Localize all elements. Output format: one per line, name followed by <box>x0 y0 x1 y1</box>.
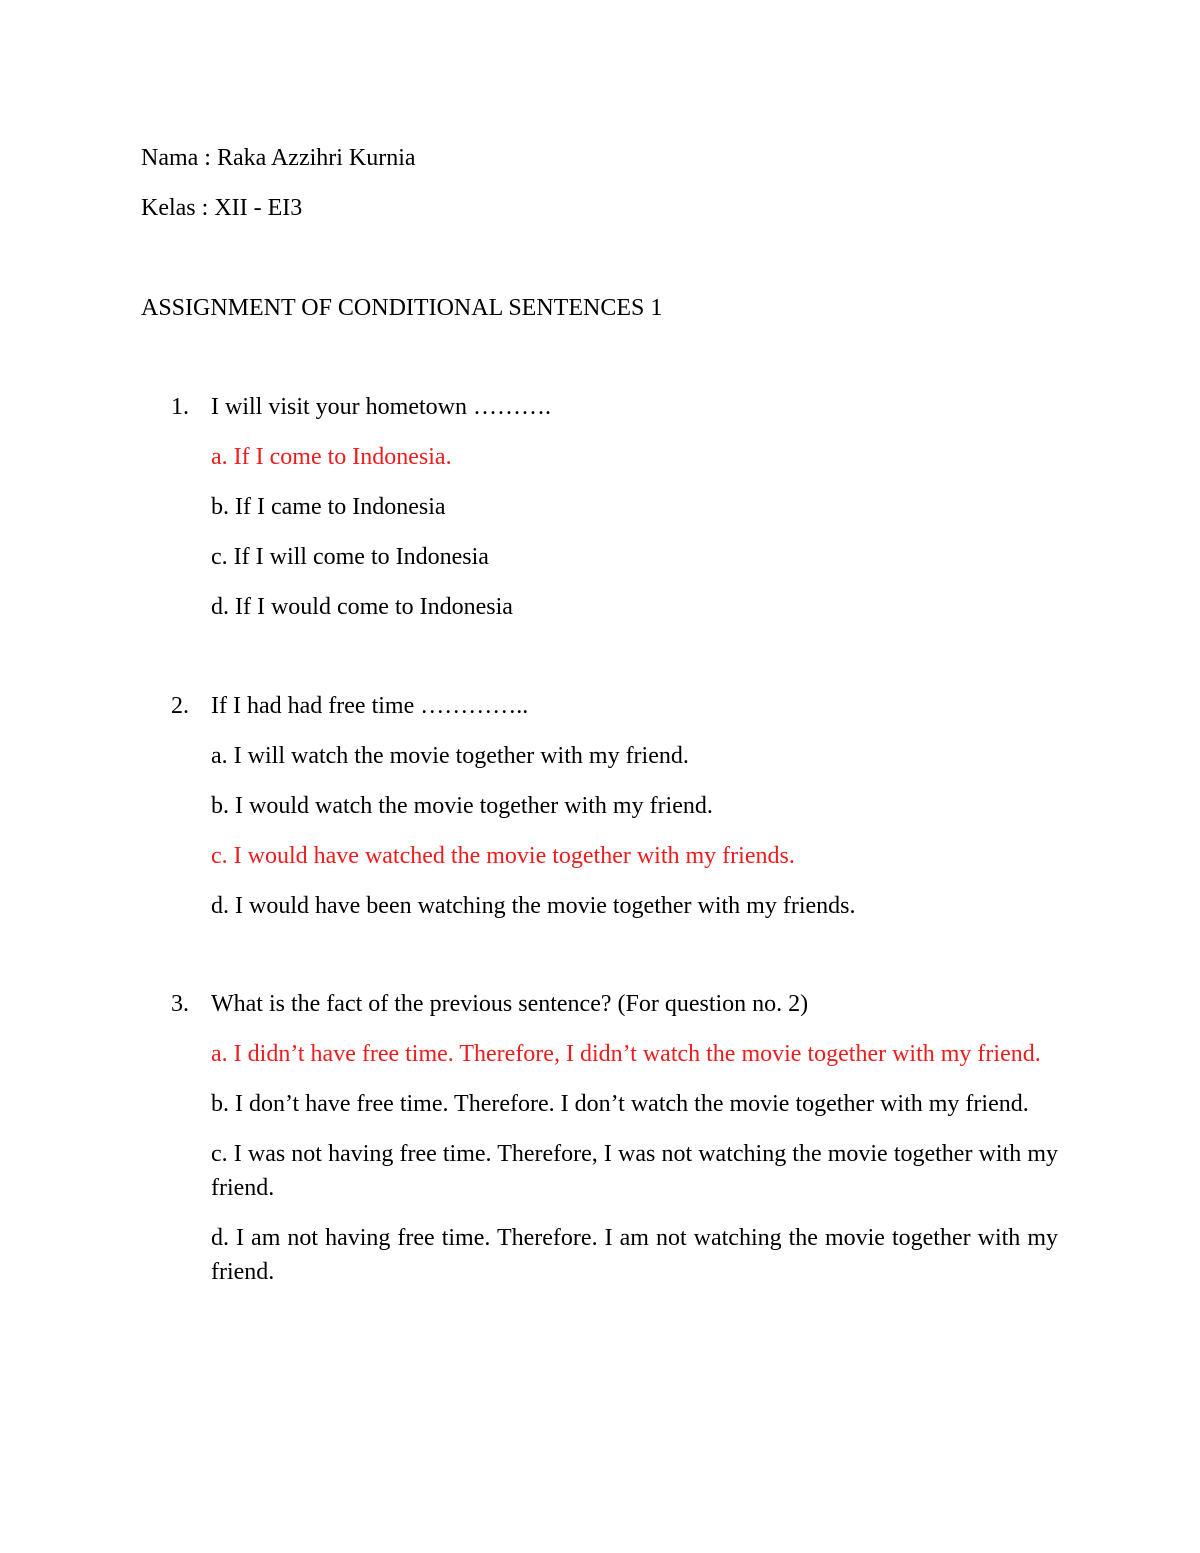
option-d: d. If I would come to Indonesia <box>211 594 513 620</box>
question-number: 3. <box>171 991 189 1017</box>
question-number: 1. <box>171 394 189 420</box>
option-d: d. I am not having free time. Therefore. I am not watching the movie together with my friend. <box>211 1225 1058 1285</box>
option-list <box>141 440 1058 624</box>
question-text: If I had had free time ………….. <box>211 693 529 719</box>
option-d: d. I would have been watching the movie together with my friends. <box>211 893 856 919</box>
question-text: What is the fact of the previous sentence? (For question no. 2) <box>211 991 809 1017</box>
question-stem <box>141 390 1058 424</box>
option-b: b. If I came to Indonesia <box>211 494 446 520</box>
assignment-title: ASSIGNMENT OF CONDITIONAL SENTENCES 1 <box>141 295 663 321</box>
question-number: 2. <box>171 693 189 719</box>
question-stem <box>141 987 1058 1021</box>
question-stem <box>141 689 1058 723</box>
option-b: b. I don’t have free time. Therefore. I don’t watch the movie together with my friend. <box>211 1091 1029 1117</box>
option-a: a. If I come to Indonesia. <box>211 444 452 470</box>
question-text: I will visit your hometown ………. <box>211 394 551 420</box>
option-b: b. I would watch the movie together with my friend. <box>211 793 713 819</box>
question-2 <box>141 689 1058 923</box>
question-3 <box>141 987 1058 1289</box>
question-1 <box>141 390 1058 624</box>
option-c: c. I would have watched the movie together with my friends. <box>211 843 795 869</box>
student-name: Nama : Raka Azzihri Kurnia <box>141 145 416 171</box>
option-c: c. I was not having free time. Therefore, I was not watching the movie together with my friend. <box>211 1141 1058 1201</box>
option-list <box>141 739 1058 923</box>
option-c: c. If I will come to Indonesia <box>211 544 489 570</box>
option-list <box>141 1037 1058 1289</box>
option-a: a. I didn’t have free time. Therefore, I didn’t watch the movie together with my friend. <box>211 1041 1041 1067</box>
student-class: Kelas : XII - EI3 <box>141 195 303 221</box>
option-a: a. I will watch the movie together with my friend. <box>211 743 689 769</box>
